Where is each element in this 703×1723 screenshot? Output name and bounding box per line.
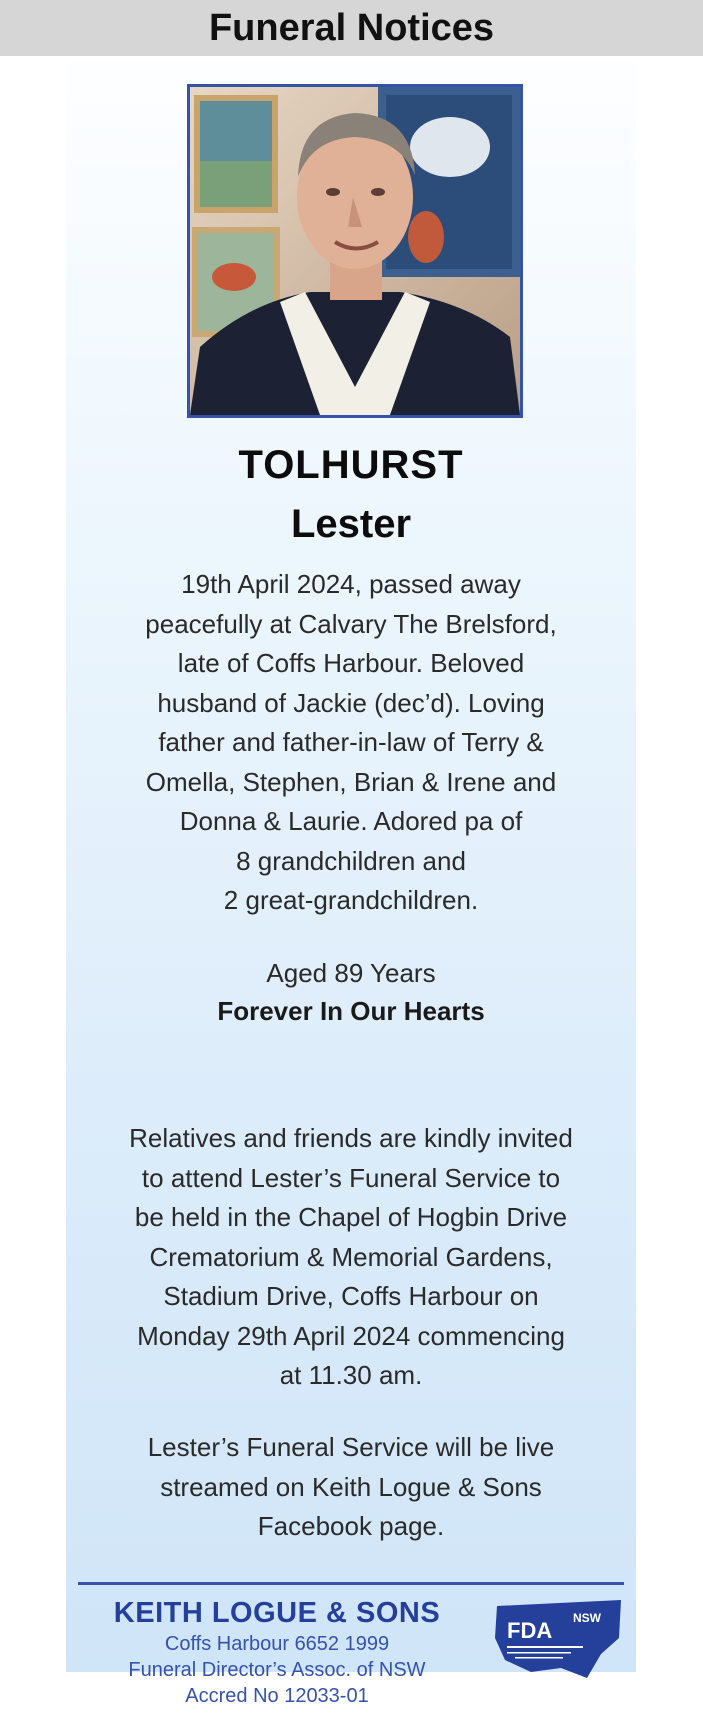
portrait-illustration [190,87,520,415]
tribute-text: Forever In Our Hearts [217,996,485,1026]
funeral-director-phone: Coffs Harbour 6652 1999 [164,1633,390,1655]
fda-nsw-logo-icon [491,1598,631,1680]
service-details [80,1119,622,1396]
age-text: Aged 89 Years [266,958,436,988]
livestream-line: streamed on Keith Logue & Sons [160,1471,542,1502]
livestream-line: Facebook page. [257,1511,445,1541]
announcement-line: father and father-in-law of Terry & [158,727,544,757]
fda-nsw-logo-graphic [491,1598,631,1680]
service-line: Stadium Drive, Coffs Harbour on [163,1281,539,1311]
footer-divider [78,1582,624,1585]
deceased-given-name: Lester [290,502,412,546]
announcement-line: peacefully at Calvary The Brelsford, [145,608,557,639]
death-announcement [86,565,616,921]
funeral-director-info [82,1595,472,1709]
portrait-photo [187,84,523,418]
section-title: Funeral Notices [208,7,495,49]
funeral-director-association: Funeral Director’s Assoc. of NSW [128,1659,426,1681]
announcement-line: 2 great-grandchildren. [223,885,479,915]
svg-text:FDA: FDA [507,1618,553,1643]
service-line: to attend Lester’s Funeral Service to [141,1162,561,1193]
livestream-line: Lester’s Funeral Service will be live [147,1432,555,1462]
deceased-surname: TOLHURST [238,443,464,487]
notice-card [66,62,636,1707]
announcement-line: husband of Jackie (dec’d). Loving [157,687,545,718]
service-line: Crematorium & Memorial Gardens, [149,1241,553,1272]
service-line: at 11.30 am. [279,1360,423,1390]
announcement-line: 8 grandchildren and [236,845,466,876]
funeral-director-accreditation: Accred No 12033-01 [185,1685,369,1707]
service-line: be held in the Chapel of Hogbin Drive [134,1202,568,1232]
announcement-line: Donna & Laurie. Adored pa of [179,806,523,836]
announcement-line: Omella, Stephen, Brian & Irene and [145,766,557,797]
section-header [0,0,703,56]
funeral-director-name: KEITH LOGUE & SONS [113,1597,441,1629]
svg-text:NSW: NSW [573,1611,601,1625]
service-line: Relatives and friends are kindly invited [129,1123,573,1153]
announcement-line: late of Coffs Harbour. Beloved [177,648,525,678]
service-line: Monday 29th April 2024 commencing [137,1320,565,1351]
livestream-details [86,1428,616,1547]
announcement-line: 19th April 2024, passed away [181,569,521,599]
